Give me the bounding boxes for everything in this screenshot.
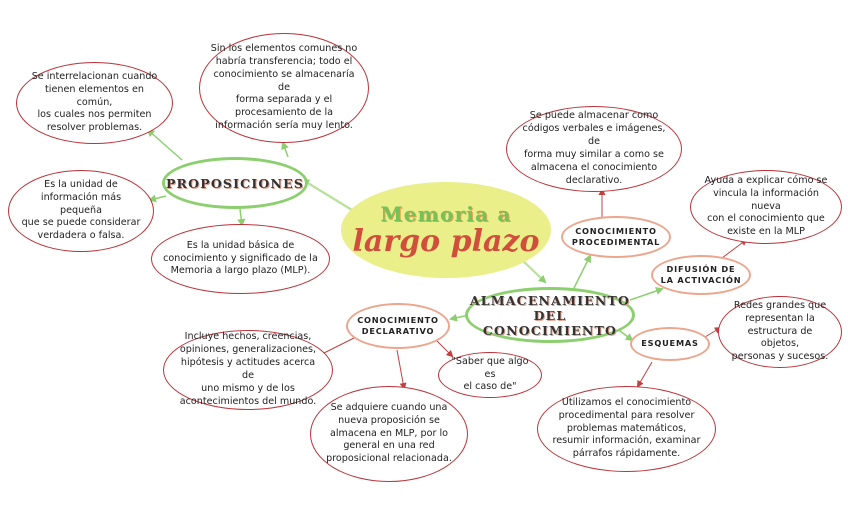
almacenamiento-node: ALMACENAMIENTO DEL CONOCIMIENTO [465, 287, 635, 343]
difusion-activacion-node: DIFUSIÓN DE LA ACTIVACIÓN [651, 255, 751, 295]
procedimental-detail-note: Se puede almacenar como códigos verbales e imágenes, de forma muy similar a como se almacena el conocimiento declarativo. [506, 106, 682, 192]
saber-que-note: "Saber que algo es el caso de" [438, 352, 542, 398]
central-topic-line1: Memoria a [380, 201, 512, 226]
link-difusion-detail [722, 240, 746, 258]
utilizamos-note: Utilizamos el conocimiento procedimental para resolver problemas matemáticos, resumir información, examinar párrafos rápidamente. [537, 386, 716, 472]
link-alm-procedimental [573, 256, 590, 290]
difusion-detail-note: Ayuda a explicar cómo se vincula la información nueva con el conocimiento que existe en la MLP [690, 170, 842, 244]
link-declarativo-adquiere [397, 350, 404, 388]
link-esquemas-utilizamos [638, 362, 652, 386]
interrelacionan-note: Se interrelacionan cuando tienen elementos en común, los cuales nos permiten resolver problemas. [16, 62, 173, 144]
unidad-pequena-note: Es la unidad de información más pequeña que se puede considerar verdadera o falsa. [8, 170, 154, 252]
esquemas-node: ESQUEMAS [630, 327, 710, 361]
central-topic-line2: largo plazo [352, 223, 540, 259]
sin-elementos-note: Sin los elementos comunes no habría transferencia; todo el conocimiento se almacenaría de forma separada y el procesamiento de la información sería muy lento. [199, 33, 369, 143]
conocimiento-procedimental-node: CONOCIMIENTO PROCEDIMENTAL [561, 216, 671, 258]
link-center-proposiciones [303, 180, 352, 210]
link-prop-unidad-pequena [150, 196, 166, 200]
central-topic [341, 182, 551, 278]
link-prop-sin-elementos [283, 143, 288, 157]
link-alm-difusion [630, 289, 662, 300]
redes-grandes-note: Redes grandes que representan la estructura de objetos, personas y sucesos. [718, 296, 842, 368]
se-adquiere-note: Se adquiere cuando una nueva proposición se almacena en MLP, por lo general en una red proposicional relacionada. [310, 386, 468, 482]
incluye-hechos-note: Incluye hechos, creencias, opiniones, generalizaciones, hipótesis y actitudes acerca de uno mismo y de los acontecimientos del mundo. [163, 330, 333, 410]
link-prop-unidad-basica [240, 209, 242, 225]
proposiciones-node: PROPOSICIONES [162, 157, 308, 209]
unidad-basica-note: Es la unidad básica de conocimiento y significado de la Memoria a largo plazo (MLP). [151, 224, 330, 294]
conocimiento-declarativo-node: CONOCIMIENTO DECLARATIVO [346, 303, 450, 349]
